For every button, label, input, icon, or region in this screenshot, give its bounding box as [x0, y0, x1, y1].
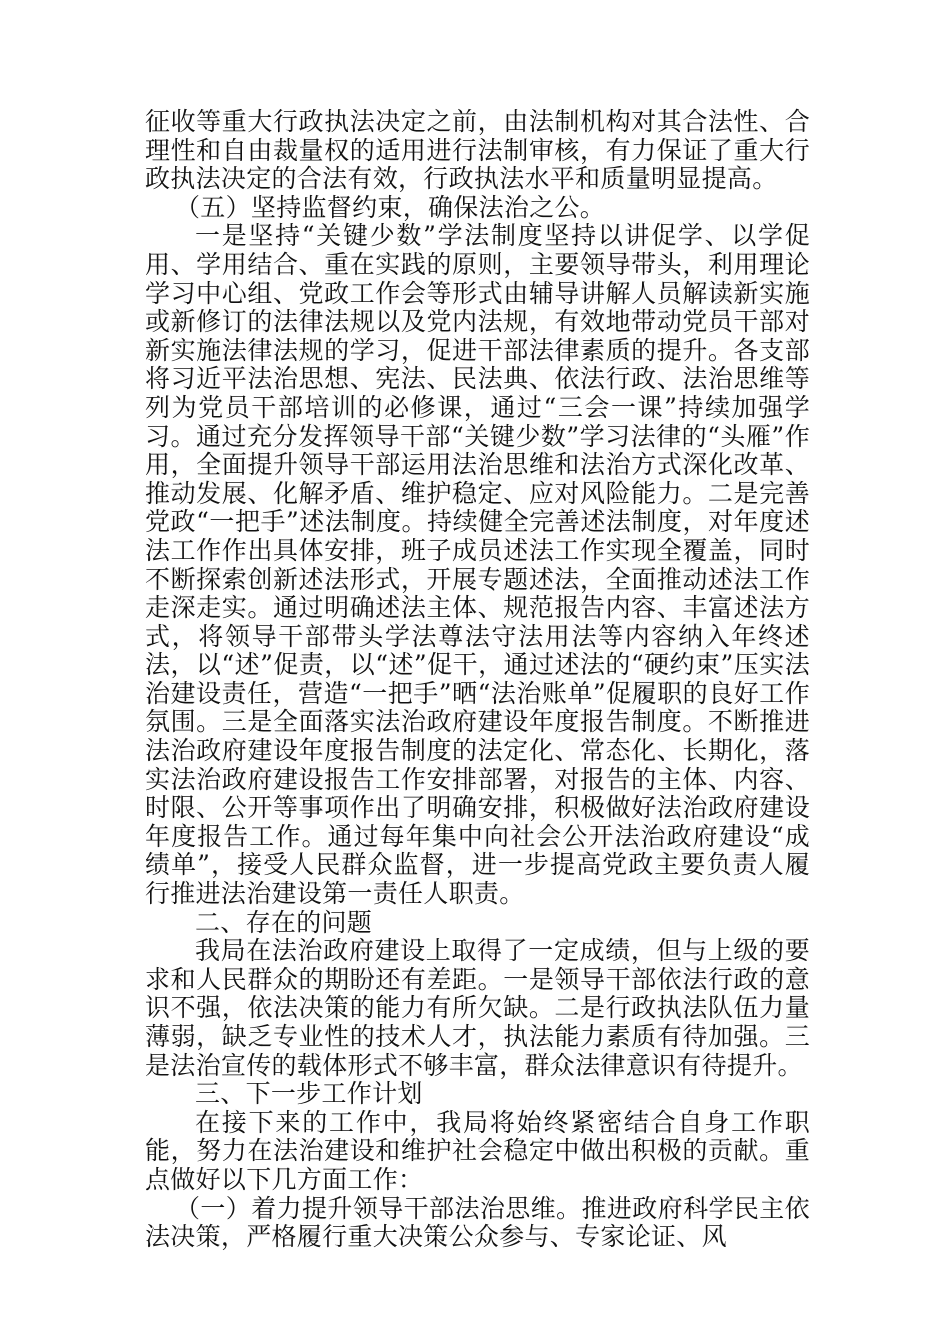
section-subheading-5: （五）坚持监督约束，确保法治之公。 — [175, 192, 606, 222]
paragraph-supervision: 一是坚持“关键少数”学法制度坚持以讲促学、以学促用、学用结合、重在实践的原则，主要领导带头，利用理论学习中心组、党政工作会等形式由辅导讲解人员解读新实施或新修订的法律法规以及党内法规，有效地带动党员干部对新实施法律法规的学习，促进干部法律素质的提升。各支部将习近平法治思想、宪法、民法典、依法行政、法治思维等列为党员干部培训的必修课，通过“三会一课”持续加强学习。通过充分发挥领导干部“关键少数”学习法律的“头雁”作用，全面提升领导干部运用法治思维和法治方式深化改革、推动发展、化解矛盾、维护稳定、应对风险能力。二是完善党政“一把手”述法制度。持续健全完善述法制度，对年度述法工作作出具体安排，班子成员述法工作实现全覆盖，同时不断探索创新述法形式，开展专题述法，全面推动述法工作走深走实。通过明确述法主体、规范报告内容、丰富述法方式，将领导干部带头学法尊法守法用法等内容纳入年终述法，以“述”促责，以“述”促干，通过述法的“硬约束”压实法治建设责任，营造“一把手”晒“法治账单”促履职的良好工作氛围。三是全面落实法治政府建设年度报告制度。不断推进法治政府建设年度报告制度的法定化、常态化、长期化，落实法治政府建设报告工作安排部署，对报告的主体、内容、时限、公开等事项作出了明确安排，积极做好法治政府建设年度报告工作。通过每年集中向社会公开法治政府建设“成绩单”，接受人民群众监督，进一步提高党政主要负责人履行推进法治建设第一责任人职责。 — [145, 221, 810, 909]
paragraph-continuation: 征收等重大行政执法决定之前，由法制机构对其合法性、合理性和自由裁量权的适用进行法制审核，有力保证了重大行政执法决定的合法有效，行政执法水平和质量明显提高。 — [145, 107, 810, 194]
section-subheading-1: （一）着力提升领导干部法治思维。推进政府科学民主依法决策，严格履行重大决策公众参与、专家论证、风 — [145, 1193, 810, 1252]
paragraph-problems: 我局在法治政府建设上取得了一定成绩，但与上级的要求和人民群众的期盼还有差距。一是领导干部依法行政的意识不强，依法决策的能力有所欠缺。二是行政执法队伍力量薄弱，缺乏专业性的技术人才，执法能力素质有待加强。三是法治宣传的载体形式不够丰富，群众法律意识有待提升。 — [145, 936, 810, 1080]
section-heading-problems: 二、存在的问题 — [195, 907, 373, 937]
section-heading-next-plan: 三、下一步工作计划 — [195, 1079, 423, 1109]
document-page — [145, 108, 810, 1252]
paragraph-next-plan: 在接下来的工作中，我局将始终紧密结合自身工作职能，努力在法治建设和维护社会稳定中做出积极的贡献。重点做好以下几方面工作： — [145, 1107, 810, 1194]
